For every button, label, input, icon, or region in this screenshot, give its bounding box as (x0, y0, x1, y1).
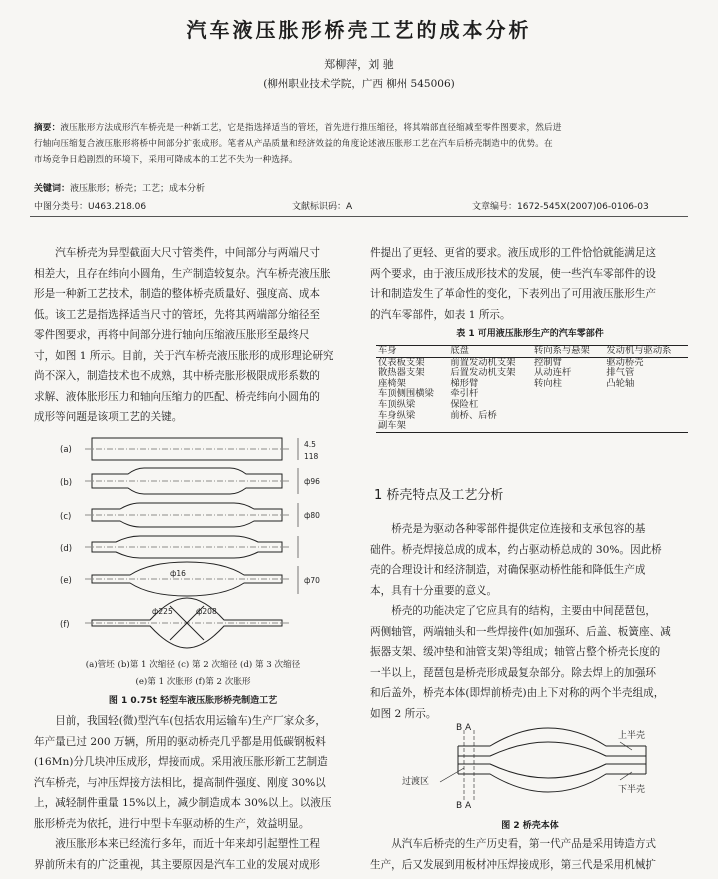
text-line: 液压胀形本来已经流行多年，而近十年来却引起塑性工程 (55, 838, 321, 850)
abstract-line: 摘要：液压胀形方法成形汽车桥壳是一种新工艺，它是指选择适当的管坯，首先进行推压缩径，将其端部直径缩减至零件图要求，然后进 (34, 123, 562, 133)
table-header: 转向系与悬架 (532, 346, 604, 358)
figure-2-caption: 图 2 桥壳本体 (501, 821, 559, 831)
left-para-1 (34, 243, 352, 428)
table-cell: 驱动桥壳 排气管 凸轮轴 (604, 357, 688, 432)
table-cell: 控制臂 从动连杆 转向柱 (532, 357, 604, 432)
text-line: 求解、液体胀形压力和轴向压缩力的匹配、桥壳纬向小圆角的 (34, 390, 321, 403)
dim-70: ф70 (304, 576, 320, 585)
text-line: 低。该工艺是指选择适当尺寸的管坯，先将其两端部分缩径至 (34, 308, 321, 321)
figure-1-caption: 图 1 0.75t 轻型车液压胀形桥壳制造工艺 (108, 696, 278, 706)
dim-208: ф208 (196, 607, 217, 616)
text-line: 汽车桥壳为异型截面大尺寸管类件，中间部分与两端尺寸 (55, 247, 321, 259)
left-para-2 (34, 711, 352, 875)
text-line: 零件图要求，再将中间部分进行轴向压缩液压胀形至最终尺 (34, 329, 310, 341)
fig2-label-lower-shell: 下半壳 (618, 785, 646, 795)
text-line: 桥壳的功能决定了它应具有的结构，主要由中间琵琶包， (391, 605, 657, 617)
paper-title: 汽车液压胀形桥壳工艺的成本分析 (186, 18, 532, 42)
text-line: 壳的合理设计和经济制造，对确保驱动桥性能和降低生产成 (370, 564, 646, 576)
text-line: 和后盖外，桥壳本体(即焊前桥壳)由上下对称的两个半壳组成， (370, 687, 665, 699)
keywords-text: 液压胀形；桥壳；工艺；成本分析 (70, 184, 206, 194)
dim-4-5: 4.5 (304, 440, 316, 449)
text-line: 相差大，且存在纬向小圆角，生产制造较复杂。汽车桥壳液压胀 (34, 267, 331, 280)
fig2-label-ba-top: B A (456, 723, 472, 733)
abstract-line: 市场竞争日趋剧烈的环境下，采用可降成本的工艺不失为一种选择。 (34, 155, 298, 165)
figure-1-subcaption-2: (e)第 1 次胀形 (f)第 2 次胀形 (135, 677, 251, 687)
text-line: 界前所未有的广泛重视，其主要原因是汽车工业的发展对成形 (34, 858, 321, 871)
text-line: 计和制造发生了革命性的变化，下表列出了可用液压胀形生产 (370, 288, 657, 300)
table-header: 底盘 (448, 346, 532, 358)
text-line: 年产量已过 200 万辆，所用的驱动桥壳几乎都是用低碳钢板料 (34, 735, 326, 748)
fig2-label-ba-bottom: B A (456, 801, 472, 811)
text-line: 生产，后又发展到用板材冲压焊接成形，第三代是采用机械扩 (370, 858, 657, 871)
text-line: 一半以上，琵琶包是桥壳形成最复杂部分。除去焊上的加强环 (370, 666, 657, 679)
text-line: (16Mn)分几块冲压成形，焊接而成。采用液压胀形新工艺制造 (34, 756, 328, 768)
fig2-label-upper-shell: 上半壳 (618, 731, 646, 741)
figure-2-drawing (380, 722, 690, 814)
text-line: 上，减轻制件重量 15%以上，减少制造成本 30%以上。以液压 (34, 797, 332, 809)
dim-118: 118 (304, 452, 319, 461)
text-line: 从汽车后桥壳的生产历史看，第一代产品是采用铸造方式 (391, 838, 657, 850)
text-line: 目前，我国轻(微)型汽车(包括农用运输车)生产厂家众多， (55, 715, 326, 727)
table-1-title: 表 1 可用液压胀形生产的汽车零部件 (456, 329, 604, 339)
table-cell: 仪表板支架 散热器支架 座椅架 车顶侧围横梁 车顶纵梁 车身纵梁 副车架 (376, 357, 448, 432)
doc-code: 文献标识码：A (292, 202, 353, 212)
article-number: 文章编号：1672-545X(2007)06-0106-03 (472, 202, 649, 212)
dim-225: ф225 (152, 607, 173, 616)
fig1-label-c: (c) (60, 512, 72, 522)
table-header: 车身 (376, 346, 448, 358)
text-line: 振器支架、缓冲垫和油管支架)等组成；轴管占整个桥壳长度的 (370, 646, 661, 658)
section-heading: 1 桥壳特点及工艺分析 (374, 488, 504, 503)
text-line: 成形等问题是该项工艺的关键。 (34, 411, 183, 423)
clc-number: 中图分类号：U463.218.06 (34, 202, 147, 212)
figure-1-drawing (40, 430, 340, 655)
text-line: 形是一种新工艺技术，制造的整体桥壳质量好、强度高、成本 (34, 288, 321, 300)
fig2-label-transition: 过渡区 (402, 777, 430, 787)
text-line: 两侧轴管，两端轴头和一些焊接件(如加强环、后盖、板簧座、减 (370, 625, 671, 638)
text-line: 础件。桥壳焊接总成的成本，约占驱动桥总成的 30%。因此桥 (370, 543, 662, 556)
text-line: 胀形桥壳为依托，进行中型卡车驱动桥的生产，效益明显。 (34, 817, 310, 830)
table-cell: 前置发动机支架 后置发动机支架 梯形臂 牵引杆 保险杠 前桥、后桥 (448, 357, 532, 432)
dim-80: ф80 (304, 511, 320, 520)
abstract (34, 120, 684, 168)
fig1-label-e: (e) (60, 576, 72, 586)
fig1-label-f: (f) (60, 620, 70, 630)
keywords (34, 181, 684, 194)
table-1 (376, 345, 688, 433)
text-line: 的汽车零部件，如表 1 所示。 (370, 308, 511, 321)
table-row (376, 357, 688, 432)
text-line: 桥壳是为驱动各种零部件提供定位连接和支承包容的基 (391, 523, 646, 535)
figure-1-subcaption-1: (a)管坯 (b)第 1 次缩径 (c) 第 2 次缩径 (d) 第 3 次缩径 (85, 660, 301, 670)
keywords-label: 关键词： (34, 184, 71, 194)
abstract-line: 行轴向压缩复合液压胀形将桥中间部分扩张成形。笔者从产品质量和经济效益的角度论述液压胀形工艺在汽车后桥壳制造中的优势。在 (34, 139, 553, 149)
fig1-label-a: (a) (60, 445, 72, 455)
right-para-1 (370, 243, 690, 325)
table-header: 发动机与驱动系 (604, 346, 688, 358)
header-rule (30, 216, 688, 217)
text-line: 件提出了更轻、更省的要求。液压成形的工件恰恰就能满足这 (370, 247, 657, 259)
dim-96: ф96 (304, 477, 320, 486)
text-line: 寸，如图 1 所示。目前，关于汽车桥壳液压胀形的成形理论研究 (34, 349, 334, 362)
text-line: 两个要求，由于液压成形技术的发展，使一些汽车零部件的设 (370, 267, 657, 280)
text-line: 本，具有十分重要的意义。 (370, 584, 498, 597)
text-line: 如图 2 所示。 (370, 707, 437, 720)
right-para-2 (370, 519, 690, 724)
affiliation: (柳州职业技术学院，广西 柳州 545006) (263, 78, 455, 90)
fig1-label-b: (b) (60, 478, 73, 488)
right-para-4 (370, 834, 690, 875)
text-line: 尚不深入，制造技术也不成熟，其中桥壳胀形极限成形系数的 (34, 370, 321, 382)
authors: 郑柳萍，刘 驰 (324, 58, 394, 71)
abstract-label: 摘要： (34, 123, 61, 133)
fig1-label-d: (d) (60, 544, 73, 554)
text-line: 汽车桥壳，与冲压焊接方法相比，提高制件强度、刚度 30%以 (34, 776, 326, 789)
dim-16: ф16 (170, 569, 186, 578)
table-header-row (376, 346, 688, 358)
